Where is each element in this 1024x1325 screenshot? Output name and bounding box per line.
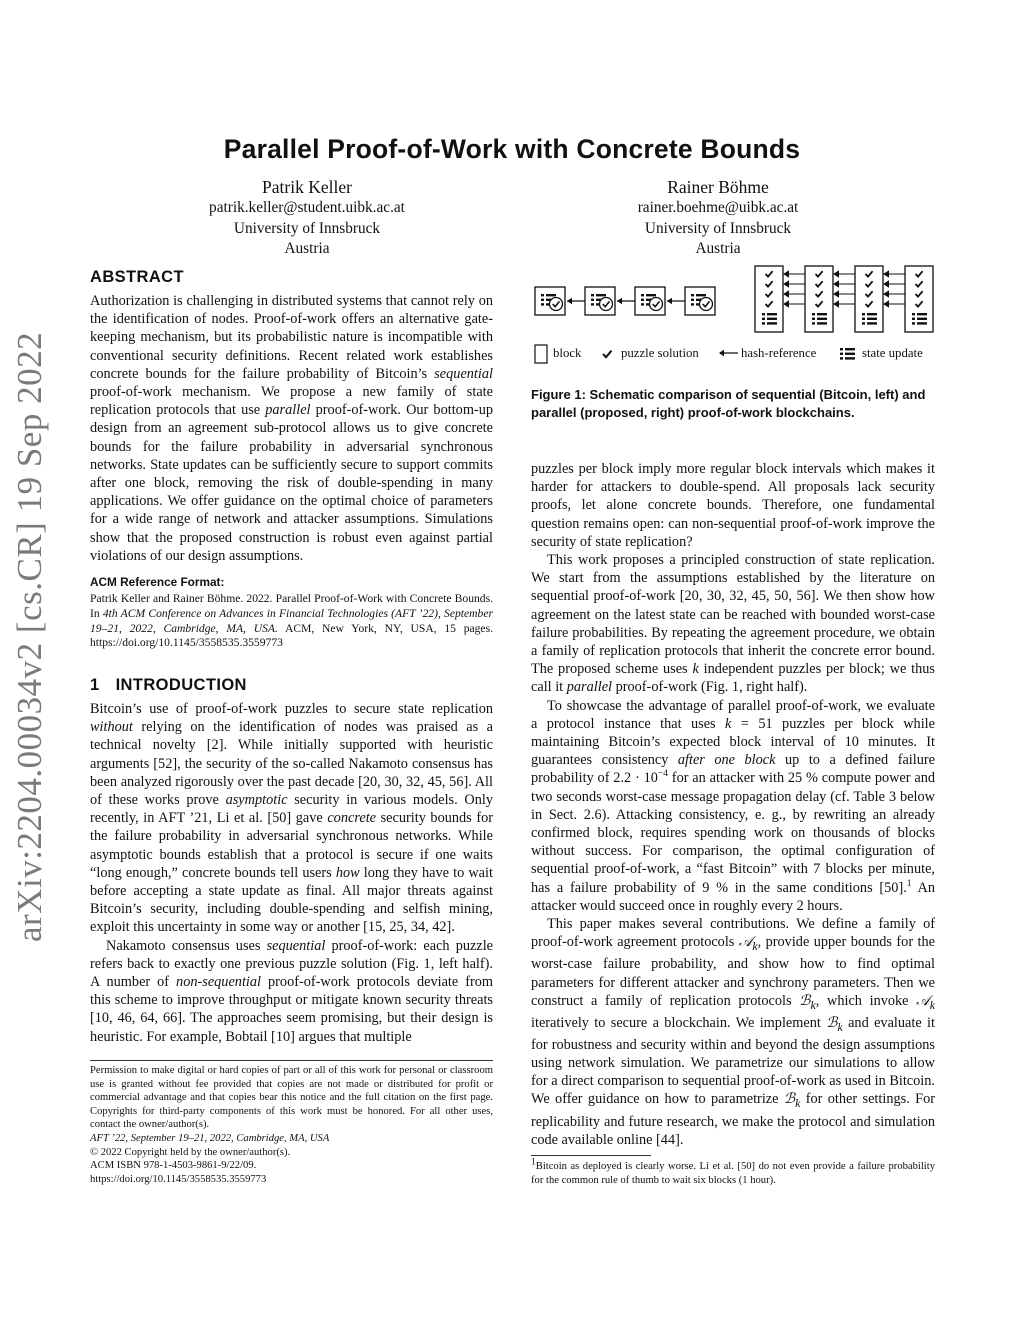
footnote-divider (531, 1155, 651, 1156)
list-icon (912, 313, 927, 325)
author-name: Rainer Böhme (667, 177, 769, 197)
right-paragraph-2: This work proposes a principled construction of state replication. We start from the assumptions established by the literature on sequential proof-of-work [20, 30, 32, 45, 50, 56]. We then show how agreement on the latest state can be reached with bounded worst-case failure probabilities. By repeating the agreement procedure, we obtain a family of replication protocols that inherit the concrete error bound. The proposed scheme uses k independent puzzles per block; we thus call it parallel proof-of-work (Fig. 1, right half). (531, 552, 935, 696)
list-icon (812, 313, 827, 325)
left-arrow-icon (617, 298, 622, 304)
isbn-line: ACM ISBN 978-1-4503-9861-9/22/09. (90, 1160, 257, 1172)
figure-1-caption: Figure 1: Schematic comparison of sequential (Bitcoin, left) and parallel (proposed, right) proof-of-work blockchains. (531, 387, 926, 420)
abstract-paragraph: Authorization is challenging in distributed systems that cannot rely on the identification of nodes. Proof-of-work offers an alternative gate-keeping mechanism, but its probabilistic nature is incompatible with conventional security definitions. Recent related work establishes concrete bounds for the failure probability of Bitcoin’s sequential proof-of-work mechanism. We propose a new family of state replication protocols that use parallel proof-of-work. Our bottom-up design from an agreement sub-protocol allows us to give concrete bounds for the failure probability in adversarial synchronous networks. State updates can be sufficiently secure to support commits after one block, removing the risk of double-spending in many applications. We offer guidance on the optimal choice of parameters for a wide range of network and attacker assumptions. Simulations show that the proposed construction is robust even against partial violations of our design assumptions. (90, 293, 493, 564)
abstract-heading: ABSTRACT (90, 268, 184, 286)
right-paragraph-4: This paper makes several contributions. We define a family of proof-of-work agreement protocols 𝒜$_k$, provide upper bounds for the worst-case failure probability, and show how to find optimal parameters for different attacker and synchrony parameters. Then we construct a family of replication protocols ℬ$_k$, which invoke 𝒜$_k$ iteratively to secure a blockchain. We implement ℬ$_k$ and evaluate it for robustness and security within and beyond the design assumptions using network simulation. We parametrize our simulations to allow for a direct comparison to sequential proof-of-work as used in Bitcoin. We offer guidance on how to parametrize ℬ$_k$ for other settings. For replicability and future research, we make the protocol and simulation code available online [44]. (531, 916, 935, 1148)
legend-block-label: block (553, 346, 582, 360)
checkmark-icon (700, 298, 713, 311)
acm-reference-text: Patrik Keller and Rainer Böhme. 2022. Parallel Proof-of-Work with Concrete Bounds. In 4th ACM Conference on Advances in Financial Technologies (AFT ’22), September 19–21, 2022, Cambridge, MA, USA. ACM, New York, NY, USA, 15 pages. https://doi.org/10.1145/3558535.3559773 (90, 592, 493, 650)
introduction-body (90, 700, 493, 1046)
footnote-1: $^1$Bitcoin as deployed is clearly worse. Li et al. [50] do not even provide a failure probability for the common rule of thumb to wait six blocks (1 hour). (531, 1157, 935, 1186)
list-icon (839, 347, 856, 361)
list-icon (862, 313, 877, 325)
author-email: rainer.boehme@uibk.ac.at (637, 199, 799, 216)
copyright-line: © 2022 Copyright held by the owner/author(s). (90, 1146, 291, 1158)
right-column-body (531, 460, 935, 1149)
checkmark-icon (650, 298, 663, 311)
author-name: Patrik Keller (262, 177, 352, 197)
arxiv-identifier: arXiv:2204.00034v2 [cs.CR] 19 Sep 2022 (10, 331, 49, 942)
legend-puzzle-label: puzzle solution (621, 346, 699, 360)
author-block-2 (568, 176, 868, 260)
sequential-chain (535, 287, 715, 315)
permission-text: Permission to make digital or hard copies of part or all of this work for personal or classroom use is granted without fee provided that copies are not made or distributed for profit or commercial advantage and that copies bear this notice and the full citation on the first page. Copyrights for third-party components of this work must be honored. For all other uses, contact the owner/author(s). (90, 1065, 493, 1131)
permission-notice (90, 1064, 493, 1186)
figure-1-diagram (525, 260, 945, 340)
permission-divider (90, 1060, 493, 1061)
acm-reference-heading: ACM Reference Format: (90, 575, 225, 589)
intro-paragraph-1: Bitcoin’s use of proof-of-work puzzles to secure state replication without relying on the identification of nodes was praised as a technical novelty [2]. While initially supported with heuristic arguments [52], the security of the so-called Nakamoto consensus has been analyzed rigorously over the past decade [20, 30, 32, 45, 56]. All of these works prove asymptotic security in various models. Only recently, in AFT ’21, Li et al. [50] gave concrete security bounds for the failure probability in adversarial synchronous networks. While asymptotic bounds establish that a protocol is secure if one waits “long enough,” concrete bounds tell users how long they have to wait before accepting a state update as final. All major threats against Bitcoin’s security, including double-spending and selfish mining, exploit this uncertainty in some way or another [15, 25, 34, 42]. (90, 701, 493, 936)
author-country: Austria (695, 240, 741, 257)
author-email: patrik.keller@student.uibk.ac.at (209, 199, 405, 216)
right-paragraph-3: To showcase the advantage of parallel proof-of-work, we evaluate a protocol instance that uses k = 51 puzzles per block while maintaining Bitcoin’s expected block interval of 10 minutes. It guarantees consistency after one block up to a defined failure probability of $2.2 \cdot 10^{-4}$ for an attacker with 25 % compute power and two seconds worst-case message propagation delay (cf. Table 3 below in Sect. 2.6). Attacking consistency, e. g., by rewriting an already confirmed block, requires spending work on thousands of blocks without success. For comparison, the optimal configuration of sequential proof-of-work, a “fast Bitcoin” with 7 blocks per minute, has a failure probability of 9 % in the same conditions [50].$^1$ An attacker would succeed once in roughly every 2 hours. (531, 697, 936, 914)
author-country: Austria (284, 240, 330, 257)
legend-hash-label: hash-reference (741, 346, 817, 360)
venue-line: AFT ’22, September 19–21, 2022, Cambridge, MA, USA (90, 1132, 330, 1144)
section-heading-introduction: 1 INTRODUCTION (90, 676, 247, 694)
legend-state-label: state update (862, 346, 923, 360)
checkmark-icon (600, 298, 613, 311)
doi-line: https://doi.org/10.1145/3558535.3559773 (90, 1173, 267, 1185)
right-paragraph-1: puzzles per block imply more regular block intervals which makes it harder for attackers to double-spend. All proposals lack security proofs, let alone concrete bounds. Therefore, one fundamental question remains open: can non-sequential proof-of-work improve the security of state replication? (531, 461, 935, 550)
list-icon (762, 313, 777, 325)
checkmark-icon (600, 347, 614, 361)
left-arrow-icon (718, 347, 738, 359)
abstract-body (90, 292, 493, 565)
intro-paragraph-2: Nakamoto consensus uses sequential proof-of-work: each puzzle refers back to exactly one previous puzzle solution (Fig. 1, left half). A number of non-sequential proof-of-work protocols deviate from this scheme to improve throughput or mitigate known security threats [10, 46, 64, 66]. The approaches seem promising, but their design is heuristic. For example, Bobtail [10] argues that multiple (90, 937, 494, 1045)
author-block-1 (157, 176, 457, 260)
author-affiliation: University of Innsbruck (233, 219, 381, 237)
block-icon (534, 344, 549, 364)
left-arrow-icon (667, 298, 672, 304)
parallel-chain (755, 266, 933, 332)
checkmark-icon (550, 298, 563, 311)
author-affiliation: University of Innsbruck (644, 219, 792, 237)
paper-title: Parallel Proof-of-Work with Concrete Bounds (223, 134, 801, 164)
left-arrow-icon (567, 298, 572, 304)
